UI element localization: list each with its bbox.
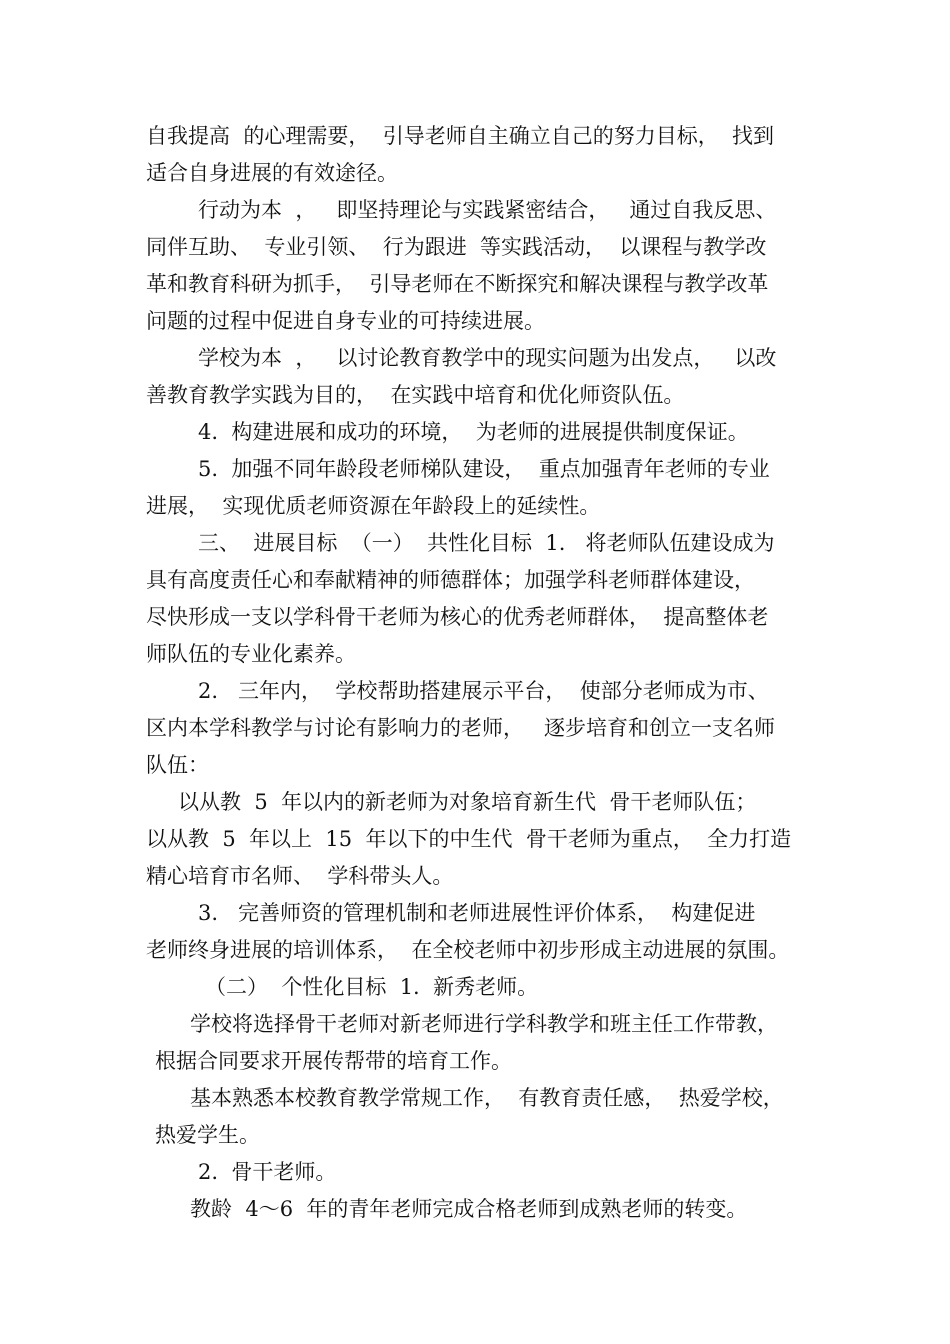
text-line-28: 热爱学生。 [155,1123,260,1147]
text-line-29: 2. 骨干老师。 [198,1160,337,1184]
text-line-3: 行动为本 ， 即坚持理论与实践紧密结合， 通过自我反思、 [198,198,777,222]
text-line-30: 教龄 4～6 年的青年老师完成合格老师到成熟老师的转变。 [190,1197,748,1221]
text-line-26: 根据合同要求开展传帮带的培育工作。 [155,1049,512,1073]
text-line-23: 老师终身进展的培训体系， 在全校老师中初步形成主动进展的氛围。 [146,938,790,962]
text-line-22: 3. 完善师资的管理机制和老师进展性评价体系， 构建促进 [198,901,756,925]
text-line-13: 具有高度责任心和奉献精神的师德群体；加强学科老师群体建设， [146,568,755,592]
text-line-8: 善教育教学实践为目的， 在实践中培育和优化师资队伍。 [146,383,685,407]
text-line-7: 学校为本 ， 以讨论教育教学中的现实问题为出发点， 以改 [198,346,777,370]
text-line-20: 以从教 5 年以上 15 年以下的中生代 骨干老师为重点， 全力打造 [146,827,792,851]
text-line-10: 5. 加强不同年龄段老师梯队建设， 重点加强青年老师的专业 [198,457,770,481]
text-line-27: 基本熟悉本校教育教学常规工作， 有教育责任感， 热爱学校， [190,1086,784,1110]
text-line-16: 2. 三年内， 学校帮助搭建展示平台， 使部分老师成为市、 [198,679,769,703]
text-line-6: 问题的过程中促进自身专业的可持续进展。 [146,309,545,333]
text-line-19: 以从教 5 年以内的新老师为对象培育新生代 骨干老师队伍； [178,790,757,814]
text-line-25: 学校将选择骨干老师对新老师进行学科教学和班主任工作带教， [190,1012,778,1036]
text-line-24: （二） 个性化目标 1. 新秀老师。 [205,975,539,999]
text-line-1: 自我提高 的心理需要， 引导老师自主确立自己的努力目标， 找到 [146,124,775,148]
text-line-18: 队伍： [146,753,209,777]
text-line-21: 精心培育市名师、 学科带头人。 [146,864,454,888]
text-line-14: 尽快形成一支以学科骨干老师为核心的优秀老师群体， 提高整体老 [146,605,769,629]
text-line-11: 进展， 实现优质老师资源在年龄段上的延续性。 [146,494,601,518]
text-line-15: 师队伍的专业化素养。 [146,642,356,666]
text-line-2: 适合自身进展的有效途径。 [146,161,398,185]
text-line-12: 三、 进展目标 （一） 共性化目标 1. 将老师队伍建设成为 [198,531,775,555]
text-line-9: 4. 构建进展和成功的环境， 为老师的进展提供制度保证。 [198,420,749,444]
text-line-5: 革和教育科研为抓手， 引导老师在不断探究和解决课程与教学改革 [146,272,769,296]
text-line-17: 区内本学科教学与讨论有影响力的老师， 逐步培育和创立一支名师 [146,716,776,740]
text-line-4: 同伴互助、 专业引领、 行为跟进 等实践活动， 以课程与教学改 [146,235,767,259]
